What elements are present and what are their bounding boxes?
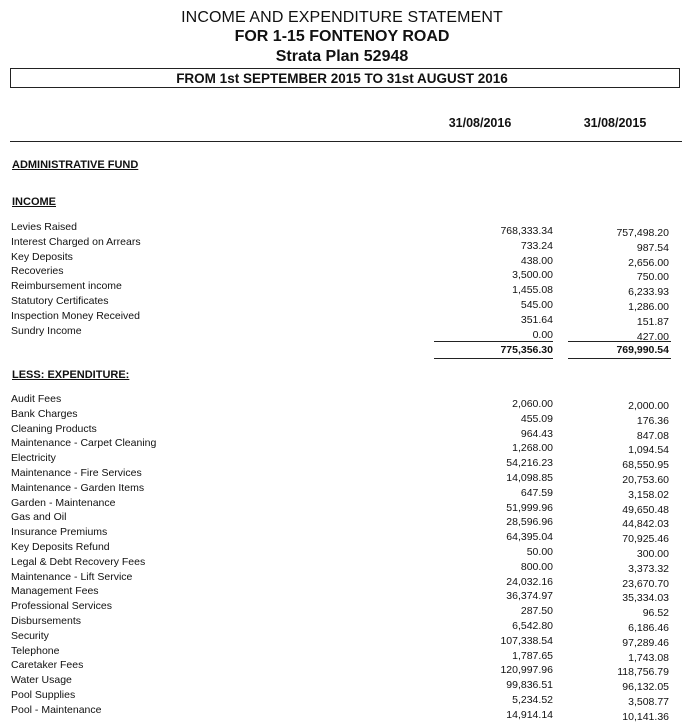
expenditure-row-value-previous: 3,508.77 (628, 696, 669, 708)
income-total-previous: 769,990.54 (616, 344, 669, 356)
expenditure-row-value-previous: 2,000.00 (628, 400, 669, 412)
expenditure-row-label: Pool Supplies (11, 689, 76, 701)
expenditure-row-value-current: 964.43 (520, 427, 553, 440)
expenditure-row-label: Electricity (11, 452, 56, 465)
income-heading: INCOME (12, 196, 56, 208)
expenditure-row-value-previous: 6,186.46 (628, 622, 669, 634)
expenditure-row-label: Bank Charges (11, 407, 78, 420)
expenditure-row-value-current: 99,836.51 (506, 679, 553, 692)
income-row-value-previous: 750.00 (636, 271, 669, 284)
income-row-value-current: 3,500.00 (512, 269, 553, 282)
expenditure-row-label: Cleaning Products (11, 422, 97, 435)
strata-plan: Strata Plan 52948 (275, 48, 409, 65)
income-total-line-previous (568, 358, 671, 359)
income-total-current: 775,356.30 (500, 344, 553, 356)
expenditure-row-value-current: 800.00 (520, 560, 553, 573)
income-row-value-previous: 2,656.00 (628, 256, 669, 269)
expenditure-row-value-previous: 847.08 (636, 429, 669, 442)
expenditure-row-value-current: 36,374.97 (506, 590, 553, 603)
expenditure-row-value-current: 6,542.80 (512, 620, 553, 632)
expenditure-row-label: Garden - Maintenance (11, 496, 116, 509)
expenditure-row-value-current: 107,338.54 (500, 634, 553, 647)
income-row-value-current: 733.24 (520, 239, 553, 252)
expenditure-row-value-previous: 23,670.70 (622, 577, 669, 590)
expenditure-row-value-previous: 44,842.03 (622, 518, 669, 531)
expenditure-row-value-previous: 300.00 (636, 548, 669, 560)
expenditure-row-value-current: 1,268.00 (512, 442, 553, 455)
income-row-label: Reimbursement income (11, 280, 122, 293)
income-row-value-previous: 987.54 (636, 241, 669, 254)
expenditure-row-label: Gas and Oil (11, 511, 67, 524)
expenditure-row-label: Maintenance - Lift Service (11, 570, 133, 583)
expenditure-row-value-current: 24,032.16 (506, 575, 553, 588)
fund-heading: ADMINISTRATIVE FUND (12, 159, 139, 171)
income-row-value-previous: 6,233.93 (628, 286, 669, 299)
expenditure-row-label: Audit Fees (11, 393, 62, 405)
income-row-value-current: 351.64 (520, 313, 553, 326)
expenditure-row-label: Telephone (11, 644, 60, 657)
income-row-label: Interest Charged on Arrears (11, 235, 141, 248)
expenditure-row-value-previous: 118,756.79 (617, 666, 669, 679)
expenditure-row-value-current: 2,060.00 (512, 398, 553, 410)
expenditure-row-value-current: 50.00 (526, 546, 553, 558)
expenditure-row-value-current: 5,234.52 (512, 694, 553, 706)
expenditure-row-value-previous: 1,094.54 (628, 444, 669, 457)
expenditure-row-value-previous: 49,650.48 (622, 503, 669, 516)
expenditure-row-label: Security (11, 629, 49, 642)
period-heading: FROM 1st SEPTEMBER 2015 TO 31st AUGUST 2016 (176, 71, 508, 86)
expenditure-row-value-current: 64,395.04 (506, 531, 553, 544)
expenditure-row-label: Maintenance - Carpet Cleaning (11, 437, 157, 450)
income-row-label: Sundry Income (11, 324, 82, 337)
income-row-label: Key Deposits (11, 250, 73, 263)
header-divider (10, 141, 682, 142)
expenditure-row-value-current: 647.59 (520, 486, 553, 499)
income-subtotal-line-current (434, 341, 553, 342)
expenditure-row-value-previous: 176.36 (636, 414, 669, 427)
expenditure-row-value-previous: 1,743.08 (628, 651, 669, 664)
expenditure-heading: LESS: EXPENDITURE: (12, 369, 130, 381)
expenditure-row-label: Maintenance - Fire Services (11, 467, 142, 479)
statement-subtitle: FOR 1-15 FONTENOY ROAD (234, 28, 450, 45)
expenditure-row-label: Legal & Debt Recovery Fees (11, 555, 146, 568)
column-header-current: 31/08/2016 (448, 116, 512, 130)
income-row-label: Recoveries (11, 265, 64, 278)
income-total-line-current (434, 358, 553, 359)
income-row-value-current: 0.00 (532, 328, 553, 341)
expenditure-row-value-previous: 97,289.46 (622, 636, 669, 649)
expenditure-row-value-previous: 96,132.05 (622, 681, 669, 694)
income-subtotal-line-previous (568, 341, 671, 342)
expenditure-row-value-current: 455.09 (520, 412, 553, 425)
expenditure-row-value-current: 287.50 (520, 605, 553, 618)
income-row-value-current: 768,333.34 (500, 225, 553, 237)
expenditure-row-value-current: 14,914.14 (506, 708, 553, 721)
expenditure-row-value-current: 51,999.96 (506, 501, 553, 514)
expenditure-row-label: Management Fees (11, 585, 99, 598)
income-row-label: Levies Raised (11, 221, 77, 233)
expenditure-row-value-previous: 20,753.60 (622, 474, 669, 486)
expenditure-row-value-previous: 10,141.36 (622, 710, 669, 723)
income-row-value-current: 438.00 (520, 254, 553, 267)
expenditure-row-value-current: 54,216.23 (506, 457, 553, 470)
expenditure-row-label: Caretaker Fees (11, 659, 84, 672)
expenditure-row-value-previous: 3,373.32 (628, 562, 669, 575)
expenditure-row-label: Pool - Maintenance (11, 703, 102, 716)
expenditure-row-label: Key Deposits Refund (11, 541, 110, 553)
expenditure-row-label: Professional Services (11, 600, 112, 613)
expenditure-row-value-current: 28,596.96 (506, 516, 553, 529)
income-row-value-previous: 151.87 (636, 315, 669, 328)
expenditure-row-label: Water Usage (11, 674, 72, 687)
income-row-value-previous: 1,286.00 (628, 301, 669, 313)
column-header-previous: 31/08/2015 (583, 116, 647, 130)
income-row-label: Statutory Certificates (11, 295, 109, 307)
expenditure-row-value-previous: 3,158.02 (628, 488, 669, 501)
expenditure-row-value-previous: 70,925.46 (622, 533, 669, 546)
income-row-value-current: 545.00 (520, 299, 553, 311)
income-row-value-previous: 427.00 (636, 330, 669, 343)
expenditure-row-value-current: 14,098.85 (506, 472, 553, 484)
expenditure-row-value-current: 1,787.65 (512, 649, 553, 662)
statement-title: INCOME AND EXPENDITURE STATEMENT (181, 9, 503, 26)
expenditure-row-value-previous: 35,334.03 (622, 592, 669, 605)
income-row-value-current: 1,455.08 (512, 284, 553, 297)
expenditure-row-label: Maintenance - Garden Items (11, 481, 145, 494)
expenditure-row-label: Disbursements (11, 615, 82, 627)
expenditure-row-value-previous: 96.52 (642, 607, 669, 620)
expenditure-row-value-current: 120,997.96 (500, 664, 553, 677)
income-row-value-previous: 757,498.20 (616, 227, 669, 239)
expenditure-row-value-previous: 68,550.95 (622, 459, 669, 472)
expenditure-row-label: Insurance Premiums (11, 526, 108, 539)
income-row-label: Inspection Money Received (11, 309, 140, 322)
